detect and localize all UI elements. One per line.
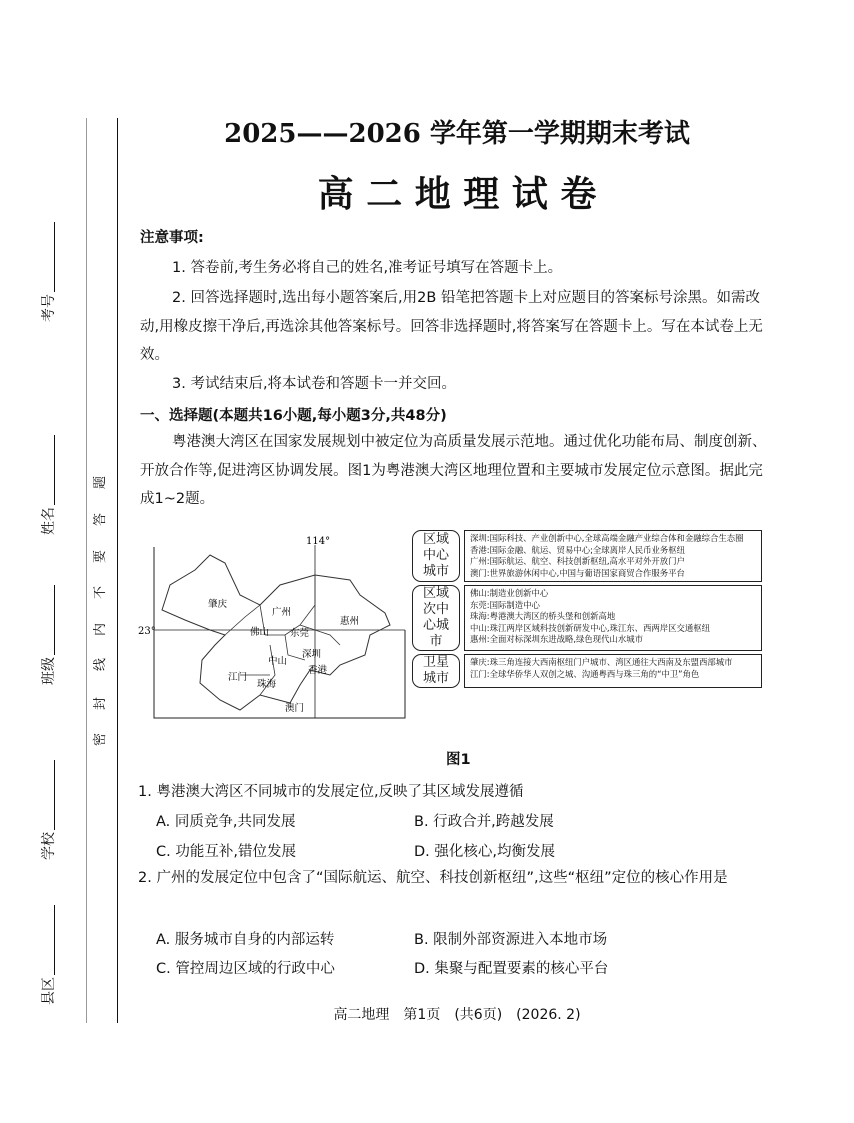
- category-content: [464, 530, 762, 582]
- note-item: 3. 考试结束后,将本试卷和答题卡一并交回。: [172, 376, 457, 392]
- figure-caption: 图1: [446, 752, 471, 768]
- city-label: 东莞: [290, 628, 310, 639]
- city-label: 惠州: [340, 616, 360, 627]
- city-label: 中山: [268, 656, 288, 667]
- seal-char: 内: [93, 622, 109, 637]
- table-line: 惠州:全面对标深圳东进战略,绿色现代山水城市: [470, 634, 643, 644]
- bay-area-map: [140, 535, 410, 720]
- category-label: 卫星城市: [412, 654, 460, 688]
- field-name[interactable]: [38, 435, 58, 535]
- table-line: 肇庆:珠三角连接大西南枢纽门户城市、湾区通往大西南及东盟西部城市: [470, 657, 733, 667]
- table-line: 广州:国际航运、航空、科技创新枢纽,高水平对外开放门户: [470, 556, 685, 566]
- field-label: 考号: [41, 294, 57, 322]
- notes-heading: 注意事项:: [140, 230, 204, 246]
- page-footer: 高二地理 第1页 (共6页) (2026. 2): [333, 1007, 581, 1023]
- seal-char: 封: [93, 696, 109, 711]
- city-label: 江门: [228, 672, 248, 683]
- seal-char: 线: [93, 657, 109, 672]
- table-line: 珠海:粤港澳大湾区的桥头堡和创新高地: [470, 611, 616, 621]
- category-label: 区域中心城市: [412, 530, 460, 582]
- question-stem: 1. 粤港澳大湾区不同城市的发展定位,反映了其区域发展遵循: [138, 784, 524, 800]
- section-intro: 粤港澳大湾区在国家发展规划中被定位为高质量发展示范地。通过优化功能布局、制度创新、开放合作等,促进湾区协调发展。图1为粤港澳大湾区地理位置和主要城市发展定位示意图。据此完成1~2题。: [140, 434, 767, 507]
- option-d[interactable]: D. 强化核心,均衡发展: [414, 844, 555, 860]
- option-c[interactable]: C. 管控周边区域的行政中心: [156, 961, 335, 977]
- table-line: 江门:全球华侨华人双创之城、沟通粤西与珠三角的“中卫”角色: [470, 668, 700, 679]
- exam-subtitle: 高 二 地 理 试 卷: [317, 174, 597, 215]
- city-positioning-table: [412, 530, 762, 691]
- field-underline[interactable]: [42, 222, 55, 292]
- seal-char: 题: [93, 475, 109, 490]
- category-content: [464, 585, 762, 651]
- field-class[interactable]: [38, 585, 58, 685]
- field-exam-number[interactable]: [38, 222, 58, 322]
- category-content: [464, 654, 762, 688]
- category-label: 区域次中心城市: [412, 585, 460, 651]
- table-row: [412, 585, 762, 651]
- note-item: 2. 回答选择题时,选出每小题答案后,用2B 铅笔把答题卡上对应题目的答案标号涂黑。如需改动,用橡皮擦干净后,再选涂其他答案标号。回答非选择题时,将答案写在答题卡上。写在本试卷上无效。: [140, 290, 763, 363]
- city-label: 深圳: [302, 649, 322, 660]
- option-d[interactable]: D. 集聚与配置要素的核心平台: [414, 961, 609, 977]
- question-stem: 2. 广州的发展定位中包含了“国际航运、航空、科技创新枢纽”,这些“枢纽”定位的核心作用是: [138, 870, 728, 886]
- city-label: 香港: [308, 665, 328, 676]
- option-b[interactable]: B. 限制外部资源进入本地市场: [414, 932, 608, 948]
- field-underline[interactable]: [42, 435, 55, 505]
- seal-char: 答: [93, 512, 109, 527]
- table-row: [412, 530, 762, 582]
- field-underline[interactable]: [42, 905, 55, 975]
- option-c[interactable]: C. 功能互补,错位发展: [156, 844, 296, 860]
- field-label: 姓名: [41, 507, 57, 535]
- city-label: 佛山: [250, 627, 270, 638]
- city-label: 澳门: [285, 703, 305, 714]
- seal-char: 不: [93, 585, 109, 600]
- field-label: 班级: [41, 657, 57, 685]
- table-line: 佛山:制造业创新中心: [470, 588, 549, 598]
- margin-line-black: [117, 118, 118, 1023]
- map-frame: [154, 547, 405, 718]
- table-line: 中山:珠江两岸区域科技创新研发中心,珠江东、西两岸区交通枢纽: [470, 622, 710, 633]
- field-school[interactable]: [38, 760, 58, 860]
- seal-char: 密: [93, 732, 109, 747]
- city-label: 肇庆: [208, 599, 228, 610]
- table-line: 香港:国际金融、航运、贸易中心;全球离岸人民币业务枢纽: [470, 544, 686, 555]
- option-b[interactable]: B. 行政合并,跨越发展: [414, 814, 554, 830]
- field-label: 县区: [41, 977, 57, 1005]
- table-line: 深圳:国际科技、产业创新中心,全球高端金融产业综合体和金融综合生态圈: [470, 533, 744, 543]
- city-label: 广州: [272, 607, 292, 618]
- note-item: 1. 答卷前,考生务必将自己的姓名,准考证号填写在答题卡上。: [172, 260, 563, 276]
- field-underline[interactable]: [42, 585, 55, 655]
- option-a[interactable]: A. 同质竞争,共同发展: [156, 814, 296, 830]
- table-line: 澳门:世界旅游休闲中心,中国与葡语国家商贸合作服务平台: [470, 567, 685, 578]
- latitude-label: 23°: [138, 626, 156, 637]
- field-label: 学校: [41, 832, 57, 860]
- exam-title: 2025——2026 学年第一学期期末考试: [224, 119, 690, 149]
- field-county[interactable]: [38, 905, 58, 1005]
- field-underline[interactable]: [42, 760, 55, 830]
- section-heading: 一、选择题(本题共16小题,每小题3分,共48分): [140, 408, 447, 424]
- seal-char: 要: [93, 549, 109, 564]
- longitude-label: 114°: [306, 536, 331, 547]
- city-label: 珠海: [257, 679, 277, 690]
- table-row: [412, 654, 762, 688]
- table-line: 东莞:国际制造中心: [470, 599, 540, 610]
- option-a[interactable]: A. 服务城市自身的内部运转: [156, 932, 335, 948]
- seal-line-text: [86, 440, 116, 750]
